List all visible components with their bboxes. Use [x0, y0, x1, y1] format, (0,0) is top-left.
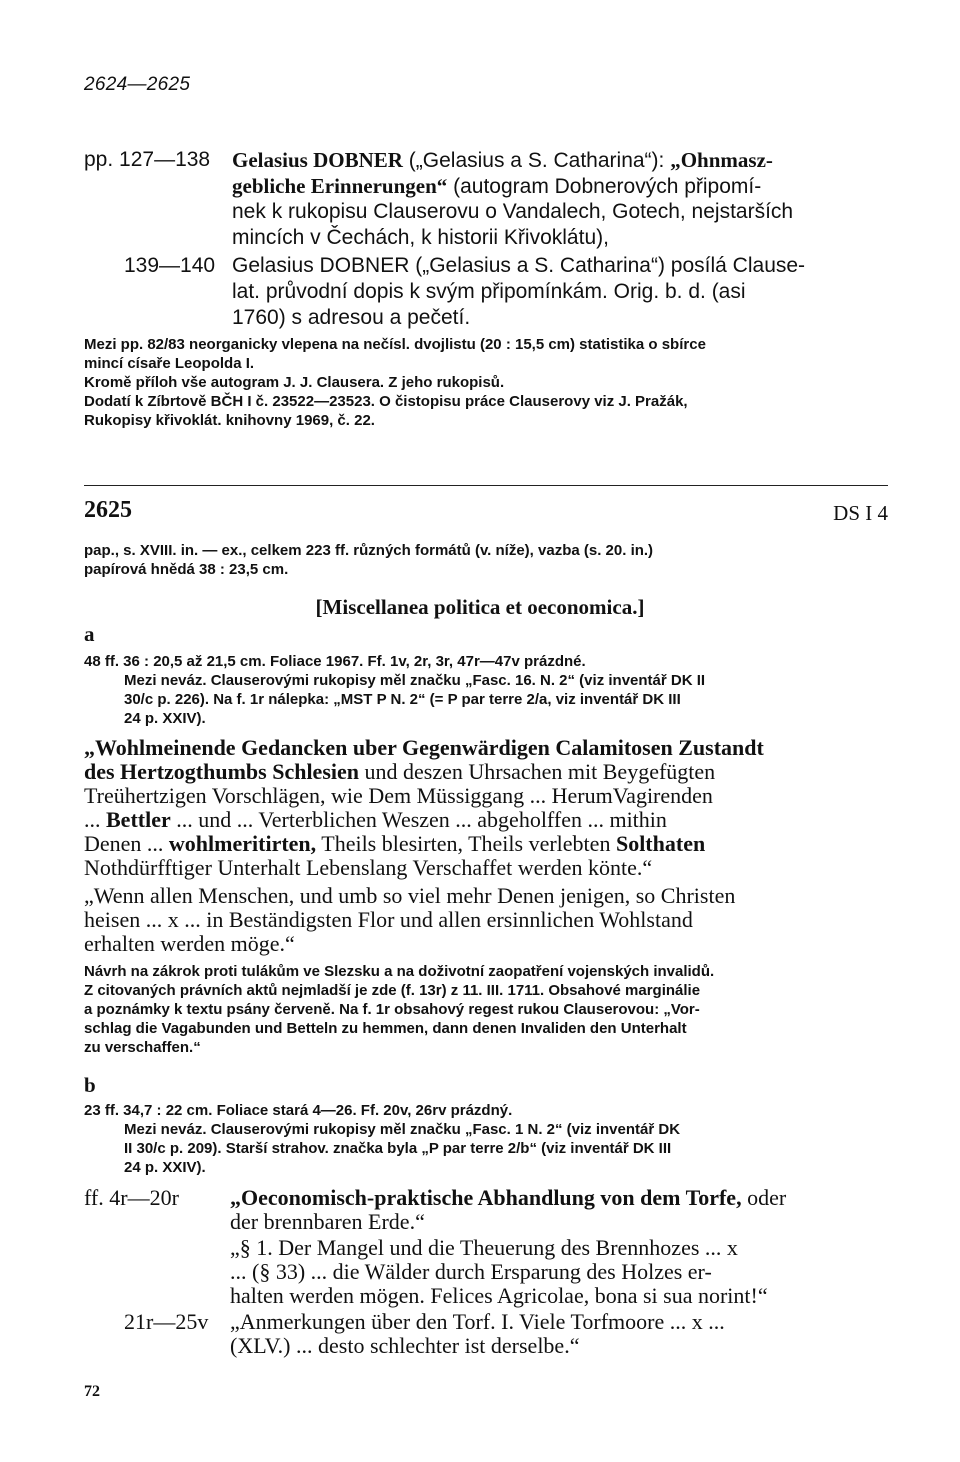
work-b1-line-1	[230, 1186, 786, 1210]
title-a-line-6: Nothdürfftiger Unterhalt Lebenslang Verschaffet werden könte.“	[84, 855, 653, 880]
page-ref-1: pp. 127—138	[84, 148, 211, 171]
title-a-line-5	[84, 832, 705, 856]
section-divider	[84, 485, 888, 486]
part-b-letter: b	[84, 1073, 96, 1097]
incipit-a-line-2: heisen ... x ... in Beständigsten Flor und allen ersinnlichen Wohlstand	[84, 907, 693, 932]
part-a-line-3: 30/c p. 226). Na f. 1r nálepka: „MST P N. 2“ (= P par terre 2/a, viz inventář DK III	[124, 691, 681, 708]
title-a-bold-2: des Hertzogthumbs Schlesien	[84, 759, 359, 784]
work-b1-line-2: der brennbaren Erde.“	[230, 1209, 425, 1234]
work-b1-line-4: ... (§ 33) ... die Wälder durch Ersparung des Holzes er-	[230, 1259, 712, 1284]
title-a-bold-5: wohlmeritirten,	[168, 831, 317, 856]
title-a-bold-4: Bettler	[106, 807, 171, 832]
note-line-5: Rukopisy křivoklát. knihovny 1969, č. 22.	[84, 412, 375, 429]
title-a-rest-2: und deszen Uhrsachen mit Beygefügten	[359, 759, 716, 784]
note-a-line-4: schlag die Vagabunden und Betteln zu hemmen, dann denen Invaliden den Unterhalt	[84, 1020, 687, 1037]
work-b1-line-5: halten werden mögen. Felices Agricolae, bona si sua norint!“	[230, 1283, 768, 1308]
collection-title: [Miscellanea politica et oeconomica.]	[315, 595, 645, 619]
part-b-line-4: 24 p. XXIV).	[124, 1159, 206, 1176]
entry-line-2	[232, 173, 761, 200]
entry-line-7: 1760) s adresou a pečetí.	[232, 306, 471, 329]
work-desc: (autogram Dobnerových připomí-	[447, 175, 762, 198]
note-line-4: Dodatí k Zíbrtově BČH I č. 23522—23523. O čistopisu práce Clauserovy viz J. Pražák,	[84, 393, 688, 410]
author-alias: („Gelasius a S. Catharina“):	[402, 149, 671, 172]
title-a-line-4	[84, 808, 667, 832]
entry-line-6: lat. průvodní dopis k svým připomínkám. Orig. b. d. (asi	[232, 280, 746, 303]
running-head: 2624—2625	[84, 74, 191, 95]
title-a-line-3: Treühertzigen Vorschlägen, wie Dem Müssiggang ... HerumVagirenden	[84, 783, 713, 808]
note-line-2: mincí císaře Leopolda I.	[84, 355, 255, 372]
part-b-line-2: Mezi neváz. Clauserovými rukopisy měl značku „Fasc. 1 N. 2“ (viz inventář DK	[124, 1121, 681, 1138]
shelf-signature: DS I 4	[833, 501, 888, 525]
part-a-line-1: 48 ff. 36 : 20,5 až 21,5 cm. Foliace 1967. Ff. 1v, 2r, 3r, 47r—47v prázdné.	[84, 653, 586, 670]
note-a-line-3: a poznámky k textu psány červeně. Na f. 1r obsahový regest rukou Clauserovou: „Vor-	[84, 1001, 700, 1018]
incipit-a-line-3: erhalten werden möge.“	[84, 931, 295, 956]
page-ref-2: 139—140	[124, 254, 216, 277]
entry-line-5: Gelasius DOBNER („Gelasius a S. Catharina“) posílá Clause-	[232, 254, 806, 277]
note-a-line-1: Návrh na zákrok proti tulákům ve Slezsku a na doživotní zaopatření vojenských invalidů.	[84, 963, 715, 980]
physical-desc-2: papírová hnědá 38 : 23,5 cm.	[84, 561, 289, 578]
work-b1-title-rest: oder	[741, 1185, 787, 1210]
work-b2-line-1: „Anmerkungen über den Torf. I. Viele Torfmoore ... x ...	[230, 1309, 725, 1334]
incipit-a-line-1: „Wenn allen Menschen, und umb so viel mehr Denen jenigen, so Christen	[84, 883, 736, 908]
work-b1-title: „Oeconomisch-praktische Abhandlung von dem Torfe,	[230, 1185, 742, 1210]
part-b-line-1: 23 ff. 34,7 : 22 cm. Foliace stará 4—26. Ff. 20v, 26rv prázdný.	[84, 1102, 513, 1119]
note-a-line-2: Z citovaných právních aktů nejmladší je zde (f. 13r) z 11. III. 1711. Obsahové marginálie	[84, 982, 701, 999]
note-line-1: Mezi pp. 82/83 neorganicky vlepena na nečísl. dvojlistu (20 : 15,5 cm) statistika o sbírce	[84, 336, 706, 353]
work-title-start: „Ohnmasz-	[670, 148, 773, 172]
title-a-mid-5: Theils blesirten, Theils verlebten	[316, 831, 616, 856]
entry-line-1	[232, 147, 773, 174]
title-a-pre-5: Denen ...	[84, 831, 169, 856]
part-a-letter: a	[84, 622, 95, 646]
part-a-line-4: 24 p. XXIV).	[124, 710, 206, 727]
part-a-line-2: Mezi neváz. Clauserovými rukopisy měl značku „Fasc. 16. N. 2“ (viz inventář DK II	[124, 672, 706, 689]
entry-line-3: nek k rukopisu Clauserovu o Vandalech, Gotech, nejstarších	[232, 200, 794, 223]
title-a-line-2	[84, 760, 715, 784]
folio-ref-2: 21r—25v	[124, 1309, 209, 1334]
title-a-bold-5b: Solthaten	[615, 831, 706, 856]
note-a-line-5: zu verschaffen.“	[84, 1039, 201, 1056]
title-a-pre-4: ...	[84, 807, 106, 832]
note-line-3: Kromě příloh vše autogram J. J. Clausera. Z jeho rukopisů.	[84, 374, 505, 391]
title-a-rest-4: ... und ... Verterblichen Weszen ... abgeholffen ... mithin	[170, 807, 667, 832]
entry-line-4: mincích v Čechách, k historii Křivoklátu),	[232, 226, 609, 249]
title-a-line-1	[84, 736, 764, 760]
title-a-bold-1: „Wohlmeinende Gedancken uber Gegenwärdigen Calamitosen Zustandt	[84, 735, 764, 760]
folio-ref-1: ff. 4r—20r	[84, 1185, 179, 1210]
work-title-end: gebliche Erinnerungen“	[232, 174, 448, 198]
entry-number: 2625	[84, 497, 132, 523]
page-number: 72	[84, 1383, 100, 1400]
physical-desc-1: pap., s. XVIII. in. — ex., celkem 223 ff. různých formátů (v. níže), vazba (s. 20. in.)	[84, 542, 654, 559]
work-b1-line-3: „§ 1. Der Mangel und die Theuerung des Brennhozes ... x	[230, 1235, 738, 1260]
work-b2-line-2: (XLV.) ... desto schlechter ist derselbe.“	[230, 1333, 580, 1358]
part-b-line-3: II 30/c p. 209). Starší strahov. značka byla „P par terre 2/b“ (viz inventář DK III	[124, 1140, 672, 1157]
author-name: Gelasius DOBNER	[232, 148, 403, 172]
